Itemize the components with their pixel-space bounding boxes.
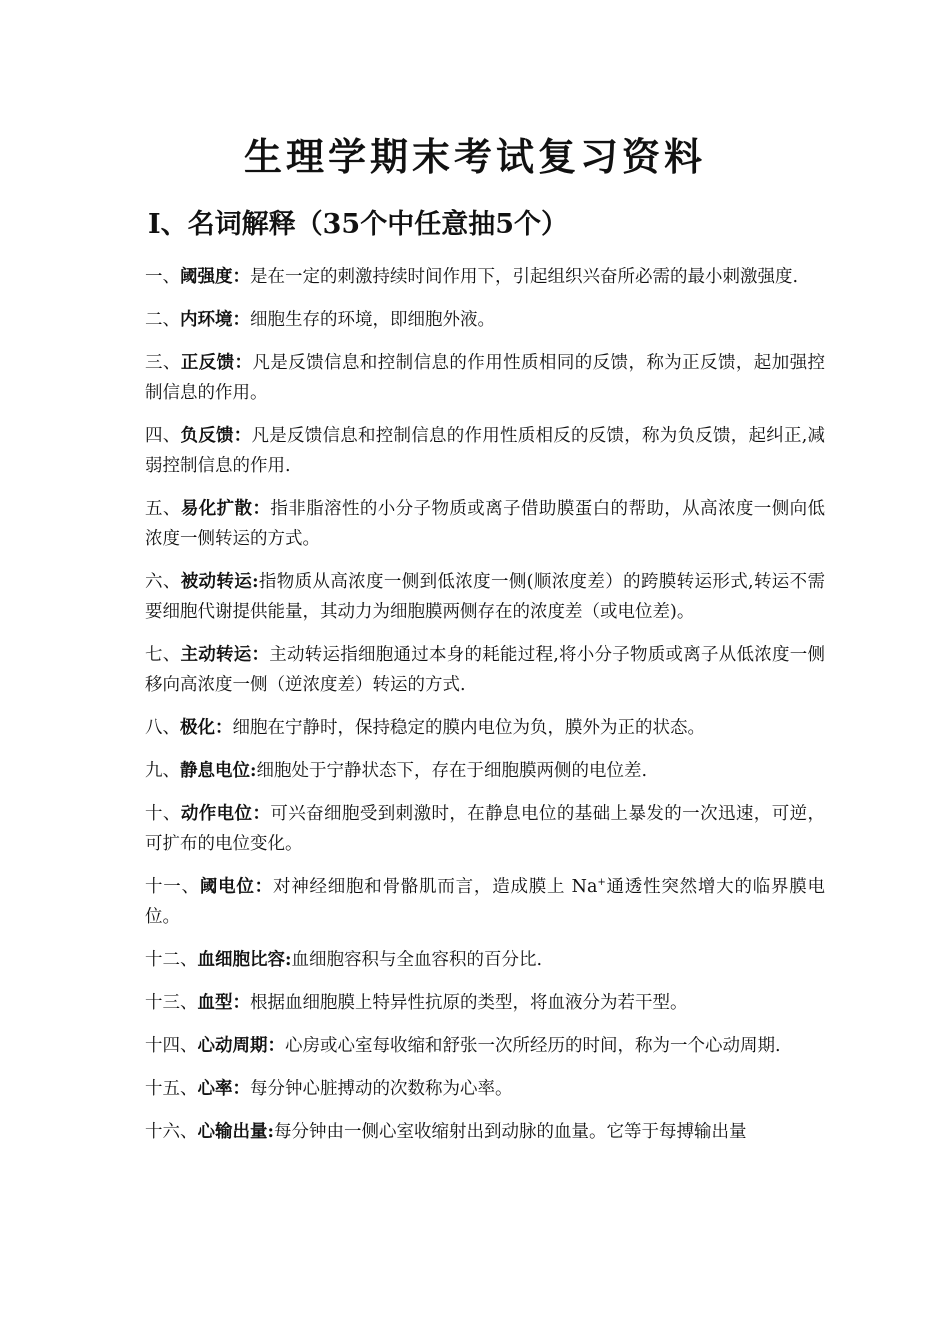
entry-term: 动作电位 — [180, 804, 253, 824]
entry-number: 八、 — [145, 718, 180, 738]
superscript-plus: + — [597, 877, 606, 889]
entry-definition: 细胞在宁静时，保持稳定的膜内电位为负，膜外为正的状态。 — [232, 718, 705, 738]
term-entry-11 — [145, 872, 825, 932]
entry-definition: 细胞处于宁静状态下，存在于细胞膜两侧的电位差. — [256, 761, 648, 781]
entry-separator: : — [285, 950, 292, 970]
term-entry-8 — [145, 713, 825, 743]
entry-number: 十三、 — [145, 993, 198, 1013]
entry-number: 十四、 — [145, 1036, 198, 1056]
term-entry-3 — [145, 348, 825, 408]
entry-separator: ： — [233, 426, 252, 446]
entry-number: 二、 — [145, 310, 180, 330]
entry-separator: ： — [252, 499, 271, 519]
entry-number: 十六、 — [145, 1122, 198, 1142]
term-entry-16 — [145, 1117, 825, 1147]
term-entry-6 — [145, 567, 825, 627]
entry-separator: : — [250, 761, 257, 781]
entry-separator: ： — [232, 267, 250, 287]
entry-definition: 每分钟由一侧心室收缩射出到动脉的血量。它等于每搏输出量 — [273, 1122, 747, 1142]
entry-term: 内环境 — [180, 310, 233, 330]
page-title: 生理学期末考试复习资料 — [243, 134, 706, 179]
entry-definition: 可兴奋细胞受到刺激时，在静息电位的基础上暴发的一次迅速，可逆，可扩布的电位变化。 — [145, 804, 826, 854]
entry-number: 三、 — [145, 353, 181, 373]
entry-term: 血细胞比容 — [197, 950, 285, 970]
entry-number: 十五、 — [145, 1079, 198, 1099]
entry-definition: 细胞生存的环境，即细胞外液。 — [250, 310, 495, 330]
entry-definition-cont: 通透性突然增大的临界膜电位。 — [145, 877, 826, 927]
entry-separator: ： — [215, 718, 233, 738]
entry-definition: 每分钟心脏搏动的次数称为心率。 — [250, 1079, 513, 1099]
entry-term: 心率 — [197, 1079, 233, 1099]
term-entry-2 — [145, 305, 825, 335]
entry-separator: ： — [232, 993, 250, 1013]
term-entry-9 — [145, 756, 825, 786]
entry-term: 主动转运 — [180, 645, 252, 665]
entry-separator: ： — [234, 353, 253, 373]
entry-term: 血型 — [197, 993, 233, 1013]
term-entry-7 — [145, 640, 825, 700]
entry-number: 七、 — [145, 645, 181, 665]
entry-number: 九、 — [145, 761, 180, 781]
entry-term: 心动周期 — [197, 1036, 268, 1056]
term-entry-10 — [145, 799, 825, 859]
entry-definition: 是在一定的刺激持续时间作用下，引起组织兴奋所必需的最小刺激强度. — [250, 267, 799, 287]
entry-number: 十一、 — [145, 877, 200, 897]
entry-number: 十、 — [145, 804, 181, 824]
term-entry-1 — [145, 262, 825, 292]
entry-term: 静息电位 — [180, 761, 250, 781]
term-entry-14 — [145, 1031, 825, 1061]
section-heading: Ⅰ、名词解释（35个中任意抽5个） — [148, 209, 568, 240]
entry-term: 心输出量 — [197, 1122, 268, 1142]
entry-term: 正反馈 — [180, 353, 235, 373]
entry-separator: ： — [252, 804, 271, 824]
entry-definition: 心房或心室每收缩和舒张一次所经历的时间，称为一个心动周期. — [285, 1036, 781, 1056]
entry-term: 阈强度 — [180, 267, 233, 287]
entry-definition: 根据血细胞膜上特异性抗原的类型，将血液分为若干型。 — [250, 993, 688, 1013]
entry-number: 一、 — [145, 267, 180, 287]
entry-separator: ： — [267, 1036, 285, 1056]
term-entry-5 — [145, 494, 825, 554]
term-entry-13 — [145, 988, 825, 1018]
entry-separator: : — [267, 1122, 274, 1142]
entry-term: 易化扩散 — [180, 499, 253, 519]
entry-separator: ： — [251, 645, 270, 665]
entry-number: 四、 — [145, 426, 181, 446]
entry-definition: 凡是反馈信息和控制信息的作用性质相同的反馈，称为正反馈，起加强控制信息的作用。 — [145, 353, 826, 403]
entry-definition: 指非脂溶性的小分子物质或离子借助膜蛋白的帮助，从高浓度一侧向低浓度一侧转运的方式。 — [145, 499, 826, 549]
entry-number: 五、 — [145, 499, 181, 519]
term-list — [145, 262, 825, 1160]
entry-term: 极化 — [180, 718, 215, 738]
term-entry-12 — [145, 945, 825, 975]
entry-definition: 血细胞容积与全血容积的百分比. — [291, 950, 543, 970]
entry-term: 阈电位 — [199, 877, 255, 897]
entry-definition: 凡是反馈信息和控制信息的作用性质相反的反馈，称为负反馈，起纠正,减弱控制信息的作用. — [145, 426, 826, 476]
entry-term: 负反馈 — [180, 426, 234, 446]
entry-definition: 对神经细胞和骨骼肌而言，造成膜上 Na — [272, 877, 598, 897]
term-entry-4 — [145, 421, 825, 481]
entry-separator: ： — [232, 310, 250, 330]
entry-separator: ： — [254, 877, 273, 897]
entry-definition: 主动转运指细胞通过本身的耗能过程,将小分子物质或离子从低浓度一侧移向高浓度一侧（逆浓度差）转运的方式. — [145, 645, 826, 695]
entry-definition: 指物质从高浓度一侧到低浓度一侧(顺浓度差）的跨膜转运形式,转运不需要细胞代谢提供能量，其动力为细胞膜两侧存在的浓度差（或电位差)。 — [145, 572, 826, 622]
entry-separator: : — [252, 572, 259, 592]
entry-number: 六、 — [145, 572, 181, 592]
entry-number: 十二、 — [145, 950, 198, 970]
term-entry-15 — [145, 1074, 825, 1104]
entry-separator: ： — [232, 1079, 250, 1099]
entry-term: 被动转运 — [180, 572, 253, 592]
